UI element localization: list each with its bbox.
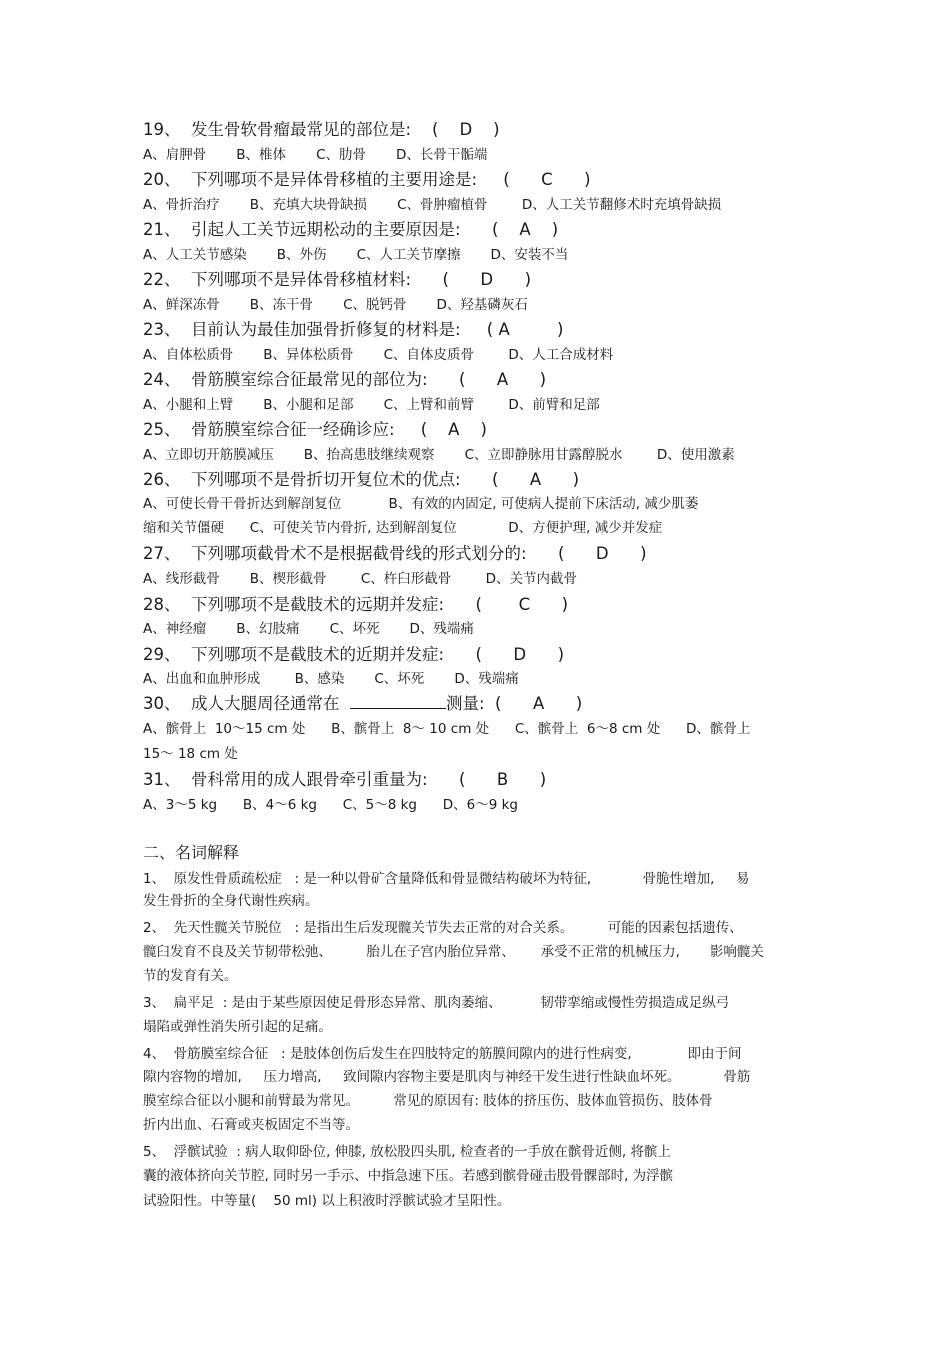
question-23: 23、 目前认为最佳加强骨折修复的材料是: ( A )	[143, 320, 564, 339]
definition-2-line2: 髋臼发育不良及关节韧带松弛、 胎儿在子宫内胎位异常、 承受不正常的机械压力, 影响髋关	[143, 944, 764, 960]
options-28: A、神经瘤 B、幻肢痛 C、坏死 D、残端痛	[143, 621, 474, 637]
question-31: 31、 骨科常用的成人跟骨牵引重量为: ( B )	[143, 770, 547, 789]
question-30-pre: 30、 成人大腿周径通常在	[143, 694, 350, 713]
definition-3-line2: 塌陷或弹性消失所引起的足痛。	[143, 1019, 332, 1035]
options-26-line2: 缩和关节僵硬 C、可使关节内骨折, 达到解剖复位 D、方便护理, 减少并发症	[143, 520, 663, 536]
question-30	[143, 694, 582, 714]
definition-4-line1: 4、 骨筋膜室综合征 : 是肢体创伤后发生在四肢特定的筋膜间隙内的进行性病变, 即由于间	[143, 1046, 742, 1062]
definition-2-line3: 节的发育有关。	[143, 968, 238, 984]
options-19: A、肩胛骨 B、椎体 C、肋骨 D、长骨干骺端	[143, 147, 488, 163]
question-25: 25、 骨筋膜室综合征一经确诊应: ( A )	[143, 420, 487, 439]
options-29: A、出血和血肿形成 B、感染 C、坏死 D、残端痛	[143, 671, 519, 687]
section-title: 二、名词解释	[143, 843, 240, 862]
question-21: 21、 引起人工关节远期松动的主要原因是: ( A )	[143, 220, 559, 239]
options-24: A、小腿和上臂 B、小腿和足部 C、上臂和前臂 D、前臂和足部	[143, 397, 600, 413]
definition-3-line1: 3、 扁平足 : 是由于某些原因使足骨形态异常、肌肉萎缩、 韧带挛缩或慢性劳损造成足纵弓	[143, 995, 730, 1011]
question-26: 26、 下列哪项不是骨折切开复位术的优点: ( A )	[143, 470, 580, 489]
question-20: 20、 下列哪项不是异体骨移植的主要用途是: ( C )	[143, 170, 591, 189]
options-23: A、自体松质骨 B、异体松质骨 C、自体皮质骨 D、人工合成材料	[143, 347, 614, 363]
options-20: A、骨折治疗 B、充填大块骨缺损 C、骨肿瘤植骨 D、人工关节翻修术时充填骨缺损	[143, 197, 722, 213]
options-27: A、线形截骨 B、楔形截骨 C、杵臼形截骨 D、关节内截骨	[143, 571, 578, 587]
question-24: 24、 骨筋膜室综合征最常见的部位为: ( A )	[143, 370, 547, 389]
options-21: A、人工关节感染 B、外伤 C、人工关节摩擦 D、安装不当	[143, 247, 569, 263]
definition-1-line1: 1、 原发性骨质疏松症 : 是一种以骨矿含量降低和骨显微结构破坏为特征, 骨脆性增加, 易	[143, 871, 750, 887]
definition-1-line2: 发生骨折的全身代谢性疾病。	[143, 893, 319, 909]
question-28: 28、 下列哪项不是截肢术的远期并发症: ( C )	[143, 595, 569, 614]
definition-4-line3: 膜室综合征以小腿和前臂最为常见。 常见的原因有: 肢体的挤压伤、肢体血管损伤、肢体骨	[143, 1093, 713, 1109]
options-26-line1: A、可使长骨干骨折达到解剖复位 B、有效的内固定, 可使病人提前下床活动, 减少肌萎	[143, 496, 699, 512]
options-22: A、鲜深冻骨 B、冻干骨 C、脱钙骨 D、羟基磷灰石	[143, 297, 528, 313]
definition-2-line1: 2、 先天性髋关节脱位 : 是指出生后发现髋关节失去正常的对合关系。 可能的因素包括遗传、	[143, 920, 743, 936]
options-30-line2: 15～ 18 cm 处	[143, 746, 238, 762]
definition-4-line2: 隙内容物的增加, 压力增高, 致间隙内容物主要是肌肉与神经干发生进行性缺血坏死。 骨筋	[143, 1069, 751, 1085]
options-25: A、立即切开筋膜减压 B、抬高患肢继续观察 C、立即静脉用甘露醇脱水 D、使用激素	[143, 447, 735, 463]
question-30-post: 测量: ( A )	[445, 694, 583, 713]
definition-5-line3: 试验阳性。中等量( 50 ml) 以上积液时浮髌试验才呈阳性。	[143, 1193, 511, 1209]
question-19: 19、 发生骨软骨瘤最常见的部位是: ( D )	[143, 120, 500, 139]
definition-4-line4: 折内出血、石膏或夹板固定不当等。	[143, 1117, 359, 1133]
options-30-line1: A、髌骨上 10～15 cm 处 B、髌骨上 8～ 10 cm 处 C、髌骨上 6～8 cm 处 D、髌骨上	[143, 721, 751, 737]
definition-5-line1: 5、 浮髌试验 : 病人取仰卧位, 伸膝, 放松股四头肌, 检查者的一手放在髌骨近侧, 将髌上	[143, 1144, 671, 1160]
answer-blank	[350, 694, 446, 709]
question-29: 29、 下列哪项不是截肢术的近期并发症: ( D )	[143, 645, 565, 664]
definition-5-line2: 囊的液体挤向关节腔, 同时另一手示、中指急速下压。若感到髌骨碰击股骨髁部时, 为浮髌	[143, 1168, 674, 1184]
question-27: 27、 下列哪项截骨术不是根据截骨线的形式划分的: ( D )	[143, 544, 647, 563]
options-31: A、3～5 kg B、4～6 kg C、5～8 kg D、6～9 kg	[143, 797, 518, 813]
question-22: 22、 下列哪项不是异体骨移植材料: ( D )	[143, 270, 532, 289]
